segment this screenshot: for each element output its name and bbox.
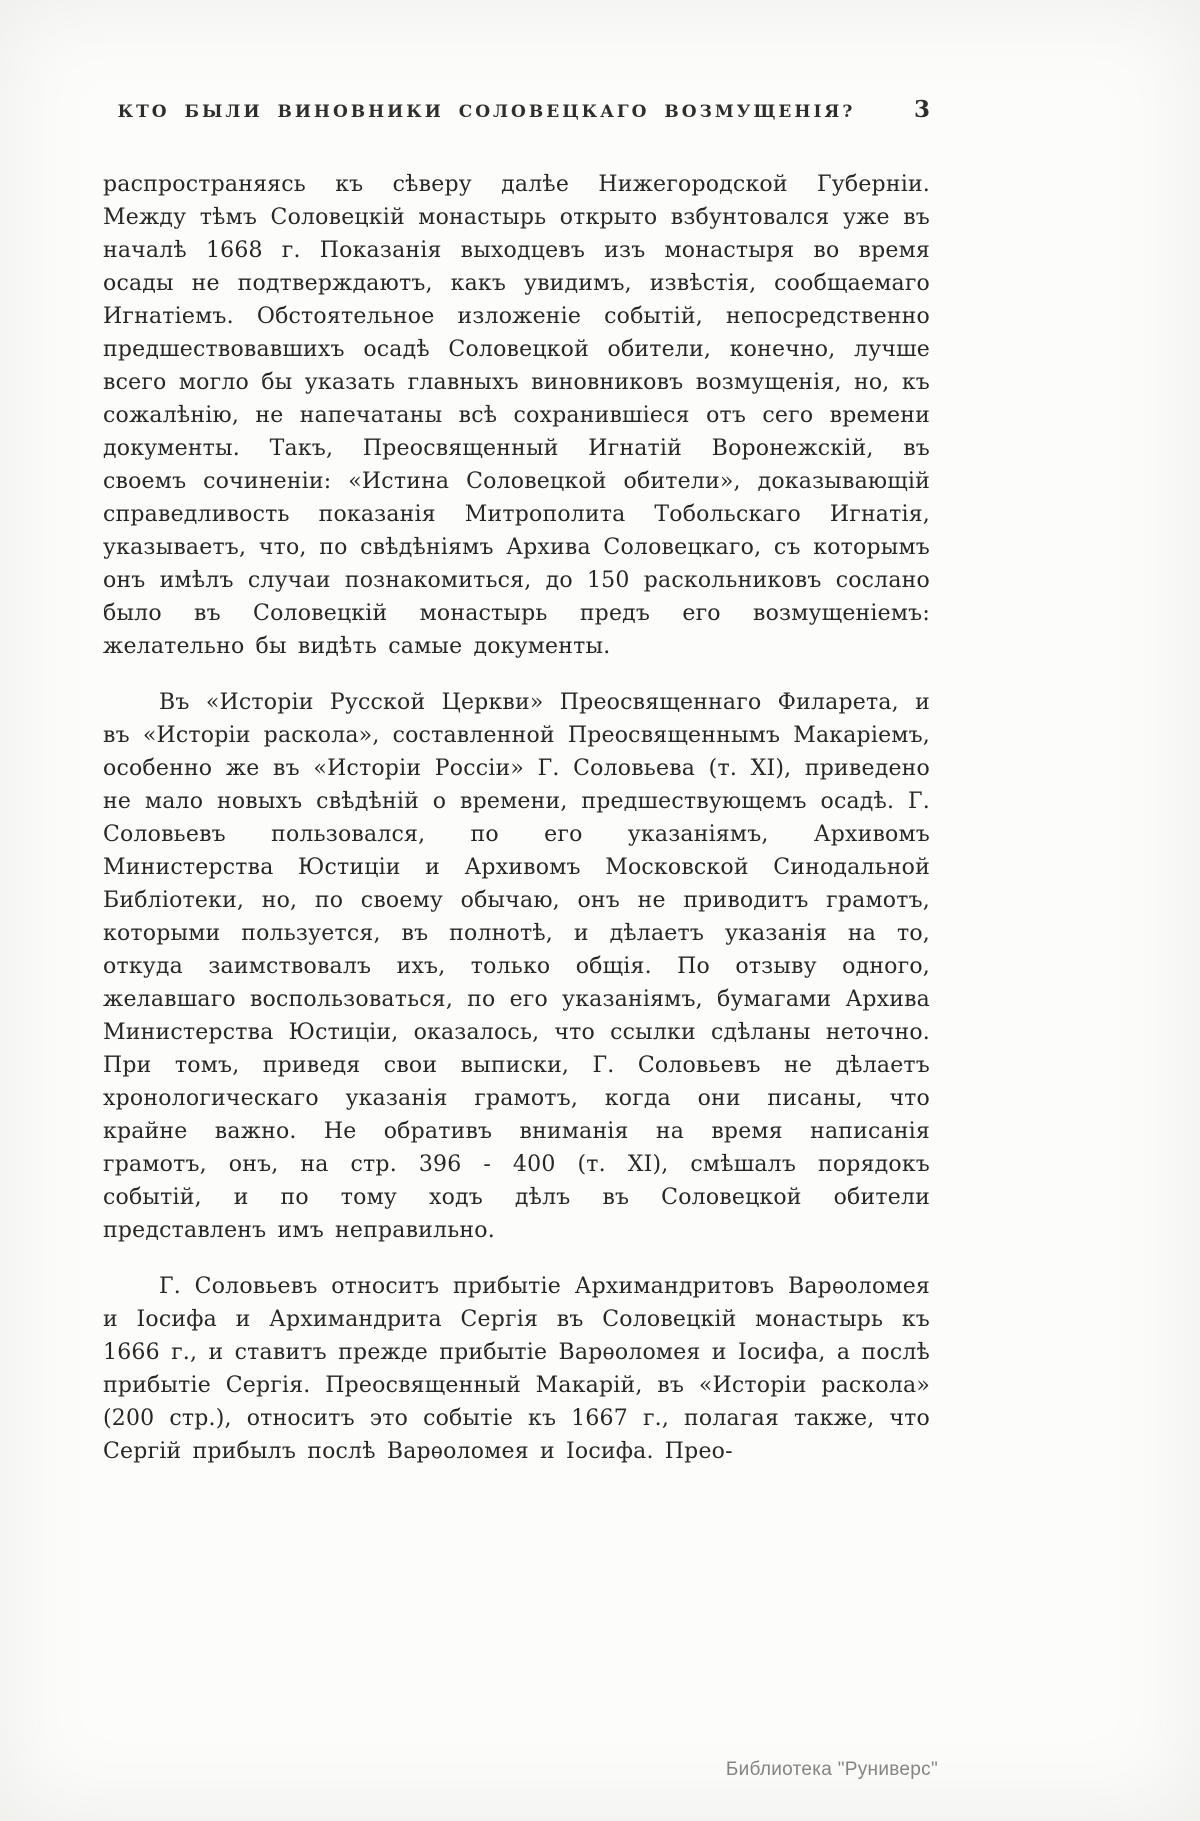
page-header [103,96,930,136]
page-body [103,168,930,1468]
paragraph: распространяясь къ сѣверу далѣе Нижегородской Губерніи. Между тѣмъ Соловецкій монастырь открыто взбунтовался уже въ началѣ 1668 г. Показанія выходцевъ изъ монастыря во время осады не подтверждаютъ, какъ увидимъ, извѣстія, сообщаемаго Игнатіемъ. Обстоятельное изложеніе событій, непосредственно предшествовавшихъ осадѣ Соловецкой обители, конечно, лучше всего могло бы указать главныхъ виновниковъ возмущенія, но, къ сожалѣнію, не напечатаны всѣ сохранившіеся отъ сего времени документы. Такъ, Преосвященный Игнатій Воронежскій, въ своемъ сочиненіи: «Истина Соловецкой обители», доказывающій справедливость показанія Митрополита Тобольскаго Игнатія, указываетъ, что, по свѣдѣніямъ Архива Соловецкаго, съ которымъ онъ имѣлъ случаи познакомиться, до 150 раскольниковъ сослано было въ Соловецкій монастырь предъ его возмущеніемъ: желательно бы видѣть самые документы. [103,172,930,659]
library-watermark: Библиотека "Руниверс" [725,1759,938,1780]
paragraph: Г. Соловьевъ относитъ прибытіе Архимандритовъ Варѳоломея и Іосифа и Архимандрита Сергія въ Соловецкій монастырь къ 1666 г., и ставитъ прежде прибытіе Варѳоломея и Іосифа, а послѣ прибытіе Сергія. Преосвященный Макарій, въ «Исторіи раскола» (200 стр.), относитъ это событіе къ 1667 г., полагая также, что Сергій прибылъ послѣ Варѳоломея и Іосифа. Прео- [103,1274,930,1464]
page-number: 3 [913,96,930,123]
running-title: КТО БЫЛИ ВИНОВНИКИ СОЛОВЕЦКАГО ВОЗМУЩЕНІЯ? [117,102,856,122]
paragraph: Въ «Исторіи Русской Церкви» Преосвященнаго Филарета, и въ «Исторіи раскола», составленной Преосвященнымъ Макаріемъ, особенно же въ «Исторіи Россіи» Г. Соловьева (т. XI), приведено не мало новыхъ свѣдѣній о времени, предшествующемъ осадѣ. Г. Соловьевъ пользовался, по его указаніямъ, Архивомъ Министерства Юстиціи и Архивомъ Московской Синодальной Библіотеки, но, по своему обычаю, онъ не приводитъ грамотъ, которыми пользуется, въ полнотѣ, и дѣлаетъ указанія на то, откуда заимствовалъ ихъ, только общія. По отзыву одного, желавшаго воспользоваться, по его указаніямъ, бумагами Архива Министерства Юстиціи, оказалось, что ссылки сдѣланы неточно. При томъ, приведя свои выписки, Г. Соловьевъ не дѣлаетъ хронологическаго указанія грамотъ, когда они писаны, что крайне важно. Не обративъ вниманія на время написанія грамотъ, онъ, на стр. 396 - 400 (т. XI), смѣшалъ порядокъ событій, и по тому ходъ дѣлъ въ Соловецкой обители представленъ имъ неправильно. [103,690,930,1243]
